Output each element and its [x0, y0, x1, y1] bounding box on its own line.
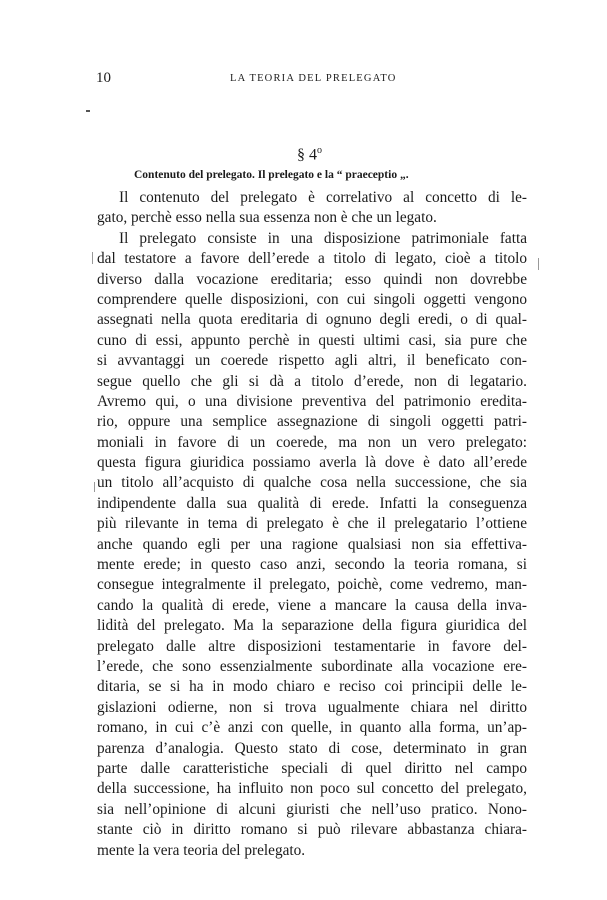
text-line: della successione, ha influito non poco sul concetto del prelegato,	[97, 780, 527, 798]
text-line: consegue integralmente il prelegato, poichè, come vedremo, man-	[97, 576, 527, 594]
section-ordinal: o	[317, 145, 322, 156]
running-title: LA TEORIA DEL PRELEGATO	[230, 73, 397, 84]
page-number: 10	[96, 70, 111, 86]
body-text	[97, 188, 527, 861]
text-line: lidità del prelegato. Ma la separazione della figura giuridica del	[97, 617, 527, 635]
text-line: gislazioni odierne, non si trova ugualmente chiara nel diritto	[97, 698, 527, 716]
text-line: si avvantaggi un coerede rispetto agli altri, il beneficato con-	[97, 352, 527, 370]
margin-mark	[538, 258, 539, 270]
section-symbol: § 4	[297, 146, 317, 164]
text-line: ditaria, se si ha in modo chiaro e reciso coi principii delle le-	[97, 678, 527, 696]
text-line: parte dalle caratteristiche speciali di quel diritto nel campo	[97, 759, 527, 777]
text-line: dal testatore a favore dell’erede a titolo di legato, cioè a titolo	[97, 250, 527, 268]
text-line: Avremo qui, o una divisione preventiva del patrimonio eredita-	[97, 392, 527, 410]
stray-mark	[86, 110, 90, 112]
text-line: romano, in cui c’è anzi con quelle, in quanto alla forma, un’ap-	[97, 719, 527, 737]
margin-mark	[94, 482, 95, 492]
text-line: stante ciò in diritto romano si può rilevare abbastanza chiara-	[97, 821, 527, 839]
text-line: cando la qualità di erede, viene a mancare la causa della inva-	[97, 596, 527, 614]
text-line: più rilevante in tema di prelegato è che il prelegatario l’ottiene	[97, 515, 527, 533]
text-line: sia nell’opinione di alcuni giuristi che nell’uso pratico. Nono-	[97, 800, 527, 818]
text-line: gato, perchè esso nella sua essenza non è che un legato.	[97, 209, 437, 227]
text-line: un titolo all’acquisto di qualche cosa nella successione, che sia	[97, 474, 527, 492]
text-line: Il contenuto del prelegato è correlativo al concetto di le-	[119, 189, 527, 206]
text-line: questa figura giuridica possiamo averla là dove è dato all’erede	[97, 454, 527, 472]
section-title: Contenuto del prelegato. Il prelegato e la “ praeceptio „.	[134, 169, 409, 181]
text-line: indipendente dalla sua qualità di erede. Infatti la conseguenza	[97, 494, 527, 512]
text-line: parenza d’analogia. Questo stato di cose, determinato in gran	[97, 739, 527, 757]
running-head	[96, 70, 526, 92]
text-line: assegnati nella quota ereditaria di ognuno degli eredi, o di qual-	[97, 311, 527, 329]
text-line: l’erede, che sono essenzialmente subordinate alla vocazione ere-	[97, 657, 527, 675]
text-line: moniali in favore di un coerede, ma non un vero prelegato:	[97, 433, 527, 451]
section-number	[0, 145, 607, 164]
text-line: mente erede; in questo caso anzi, secondo la teoria romana, si	[97, 556, 527, 574]
text-line: mente la vera teoria del prelegato.	[97, 841, 306, 859]
text-line: segue quello che gli si dà a titolo d’erede, non di legatario.	[97, 372, 527, 390]
text-line: prelegato dalle altre disposizioni testamentarie in favore del-	[97, 637, 527, 655]
text-line: anche quando egli per una ragione qualsiasi non sia effettiva-	[97, 535, 527, 553]
text-line: comprendere quelle disposizioni, con cui singoli oggetti vengono	[97, 290, 527, 308]
text-line: Il prelegato consiste in una disposizione patrimoniale fatta	[119, 229, 527, 247]
text-line: cuno di essi, appunto perchè in questi ultimi casi, sia pure che	[97, 331, 527, 349]
text-line: diverso dalla vocazione ereditaria; esso quindi non dovrebbe	[97, 270, 527, 288]
text-line: rio, oppure una semplice assegnazione di singoli oggetti patri-	[97, 413, 527, 431]
margin-mark	[92, 252, 93, 264]
